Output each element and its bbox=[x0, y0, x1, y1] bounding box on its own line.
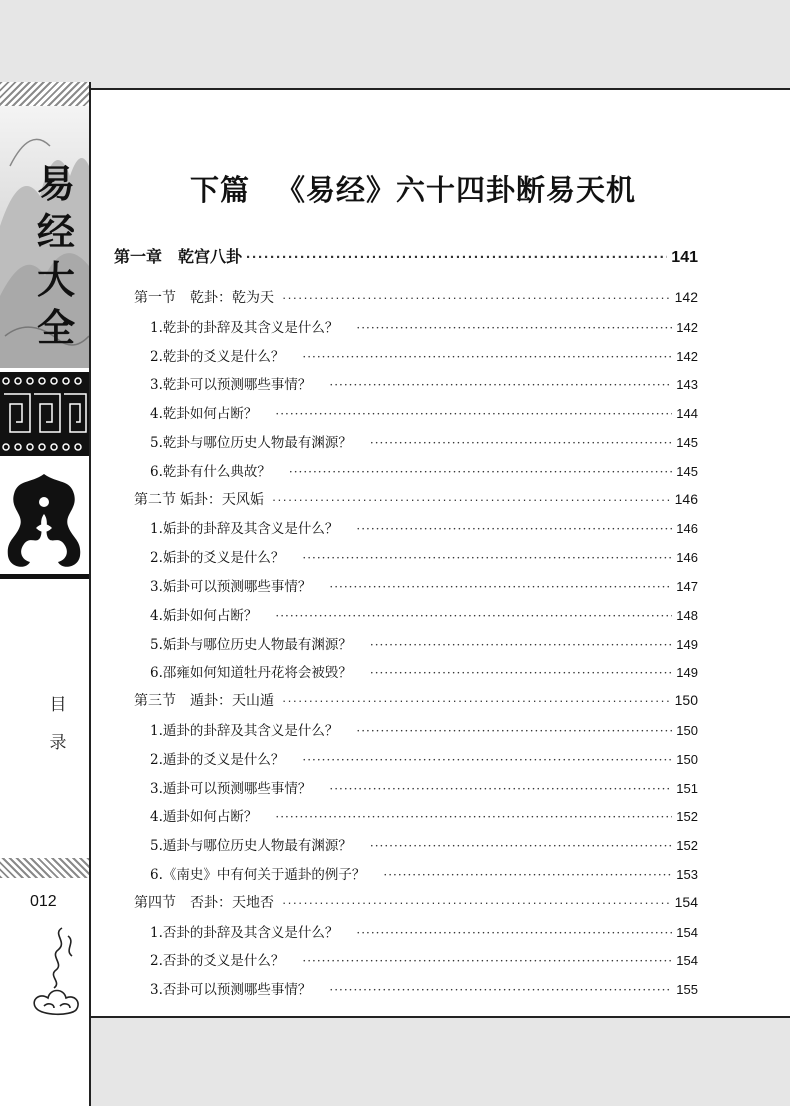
dot-leader bbox=[329, 580, 672, 594]
item-label: 5.遁卦与哪位历史人物最有渊源？ bbox=[150, 838, 352, 855]
toc-item-row[interactable] bbox=[150, 373, 698, 393]
page-number-ref: 150 bbox=[674, 692, 698, 709]
toc-item-row[interactable] bbox=[150, 949, 698, 969]
part-title-label: 下篇 bbox=[190, 173, 251, 207]
wave-border-top bbox=[0, 82, 89, 106]
dot-leader bbox=[370, 839, 672, 853]
toc-item-row[interactable] bbox=[150, 575, 698, 595]
page-number-ref: 142 bbox=[674, 289, 698, 305]
page-number-ref: 153 bbox=[676, 867, 698, 882]
item-label: 2.乾卦的爻义是什么？ bbox=[150, 348, 285, 365]
toc-item-row[interactable] bbox=[150, 546, 698, 566]
dot-leader bbox=[356, 926, 672, 940]
item-label: 1.乾卦的卦辞及其含义是什么？ bbox=[150, 319, 339, 336]
toc-section-row[interactable] bbox=[134, 489, 698, 509]
item-label: 4.乾卦如何占断？ bbox=[150, 406, 258, 423]
frame-bottom-rule bbox=[89, 1016, 790, 1018]
item-label: 6.乾卦有什么典故？ bbox=[150, 463, 271, 480]
toc-item-row[interactable] bbox=[150, 719, 698, 739]
dot-leader bbox=[282, 290, 671, 305]
toc-item-row[interactable] bbox=[150, 633, 698, 653]
dot-leader bbox=[370, 638, 672, 652]
item-label: 3.姤卦可以预测哪些事情？ bbox=[150, 579, 312, 595]
toc-item-row[interactable] bbox=[150, 921, 698, 941]
part-title-name: 《易经》六十四卦断易天机 bbox=[276, 173, 637, 207]
spine-title-char: 大 bbox=[36, 257, 75, 302]
dot-leader bbox=[356, 522, 672, 536]
dot-leader bbox=[275, 609, 672, 623]
toc-section-row[interactable] bbox=[134, 892, 698, 912]
page-number-ref: 145 bbox=[676, 435, 698, 450]
cloud-swirl-icon bbox=[28, 924, 84, 1020]
toc-section-row[interactable] bbox=[134, 287, 698, 307]
spine-title-char: 易 bbox=[36, 161, 75, 206]
dot-leader bbox=[289, 465, 672, 479]
wave-border-bottom bbox=[0, 858, 89, 878]
page-number: 012 bbox=[30, 893, 57, 910]
toc-item-row[interactable] bbox=[150, 777, 698, 797]
toc-label-char: 录 bbox=[49, 733, 67, 753]
section-label: 第一节 乾卦：乾为天 bbox=[134, 289, 274, 305]
chapter-label: 第一章 乾宫八卦 bbox=[114, 249, 243, 266]
page-number-ref: 146 bbox=[676, 550, 698, 566]
item-label: 3.否卦可以预测哪些事情？ bbox=[150, 982, 312, 999]
dot-leader bbox=[383, 868, 672, 882]
frame-top-rule bbox=[89, 88, 790, 90]
toc-item-row[interactable] bbox=[150, 460, 698, 480]
meander-pattern-band bbox=[0, 372, 89, 456]
dot-leader bbox=[282, 693, 671, 708]
chapter-page-number: 141 bbox=[671, 249, 698, 266]
spine-book-title bbox=[32, 160, 80, 352]
part-title bbox=[190, 168, 636, 209]
toc-item-row[interactable] bbox=[150, 604, 698, 624]
page-number-ref: 150 bbox=[676, 751, 698, 767]
page-number-ref: 155 bbox=[676, 982, 698, 998]
item-label: 3.遁卦可以预测哪些事情？ bbox=[150, 780, 312, 797]
dot-leader bbox=[370, 666, 672, 680]
dot-leader bbox=[272, 492, 671, 507]
dot-leader bbox=[329, 378, 672, 392]
page-number-ref: 149 bbox=[676, 636, 698, 652]
section-label: 第二节 姤卦：天风姤 bbox=[134, 490, 264, 507]
toc-item-row[interactable] bbox=[150, 748, 698, 768]
dot-leader bbox=[246, 249, 667, 266]
page-number-ref: 146 bbox=[674, 490, 698, 507]
toc-item-row[interactable] bbox=[150, 661, 698, 681]
toc-item-row[interactable] bbox=[150, 316, 698, 336]
item-label: 1.遁卦的卦辞及其含义是什么？ bbox=[150, 723, 339, 739]
dot-leader bbox=[329, 983, 672, 997]
dot-leader bbox=[356, 724, 672, 738]
item-label: 6.《南史》中有何关于遁卦的例子？ bbox=[150, 867, 366, 883]
page-number-ref: 148 bbox=[676, 607, 698, 623]
section-label: 第三节 遁卦：天山遁 bbox=[134, 692, 274, 709]
page-number-ref: 154 bbox=[674, 893, 698, 910]
toc-item-row[interactable] bbox=[150, 863, 698, 883]
item-label: 2.否卦的爻义是什么？ bbox=[150, 953, 285, 970]
dot-leader bbox=[329, 782, 672, 796]
page-number-ref: 142 bbox=[676, 319, 698, 335]
dot-leader bbox=[302, 551, 672, 565]
item-label: 2.姤卦的爻义是什么？ bbox=[150, 550, 285, 567]
dot-leader bbox=[356, 321, 672, 335]
page-number-ref: 146 bbox=[676, 521, 698, 537]
item-label: 1.姤卦的卦辞及其含义是什么？ bbox=[150, 521, 339, 538]
section-label: 第四节 否卦：天地否 bbox=[134, 893, 274, 910]
item-label: 5.姤卦与哪位历史人物最有渊源？ bbox=[150, 636, 352, 653]
floral-ornament-icon bbox=[0, 464, 89, 576]
page-number-ref: 149 bbox=[676, 665, 698, 681]
toc-section-row[interactable] bbox=[134, 690, 698, 710]
toc-item-row[interactable] bbox=[150, 402, 698, 422]
item-label: 1.否卦的卦辞及其含义是什么？ bbox=[150, 924, 339, 941]
page-number-ref: 154 bbox=[676, 953, 698, 969]
page-number-ref: 147 bbox=[676, 579, 698, 594]
toc-label-char: 目 bbox=[49, 695, 67, 715]
dot-leader bbox=[282, 895, 671, 910]
item-label: 2.遁卦的爻义是什么？ bbox=[150, 751, 285, 768]
spine-title-char: 经 bbox=[36, 209, 75, 254]
page-number-ref: 142 bbox=[676, 348, 698, 364]
page-number-ref: 154 bbox=[676, 924, 698, 940]
dot-leader bbox=[302, 753, 672, 767]
toc-item-row[interactable] bbox=[150, 978, 698, 998]
item-label: 4.遁卦如何占断？ bbox=[150, 809, 258, 826]
dot-leader bbox=[275, 810, 672, 824]
page-number-ref: 151 bbox=[676, 780, 698, 796]
page-number-ref: 143 bbox=[676, 377, 698, 393]
page-number-ref: 152 bbox=[676, 809, 698, 825]
dot-leader bbox=[302, 954, 672, 968]
item-label: 6.邵雍如何知道牡丹花将会被毁？ bbox=[150, 665, 352, 682]
toc-chapter-row[interactable] bbox=[114, 244, 698, 267]
toc-item-row[interactable] bbox=[150, 805, 698, 825]
toc-item-row[interactable] bbox=[150, 431, 698, 451]
spine-divider-bar bbox=[0, 574, 91, 579]
item-label: 3.乾卦可以预测哪些事情？ bbox=[150, 377, 312, 394]
page-number-ref: 144 bbox=[676, 406, 698, 422]
page-number-ref: 152 bbox=[676, 838, 698, 854]
toc-item-row[interactable] bbox=[150, 834, 698, 854]
dot-leader bbox=[275, 407, 672, 421]
page-number-ref: 145 bbox=[676, 463, 698, 479]
page-number-ref: 150 bbox=[676, 723, 698, 738]
toc-item-row[interactable] bbox=[150, 517, 698, 537]
spine-title-char: 全 bbox=[36, 305, 75, 350]
dot-leader bbox=[302, 350, 672, 364]
dot-leader bbox=[370, 436, 672, 450]
toc-item-row[interactable] bbox=[150, 345, 698, 365]
item-label: 5.乾卦与哪位历史人物最有渊源？ bbox=[150, 435, 352, 451]
item-label: 4.姤卦如何占断？ bbox=[150, 607, 258, 624]
